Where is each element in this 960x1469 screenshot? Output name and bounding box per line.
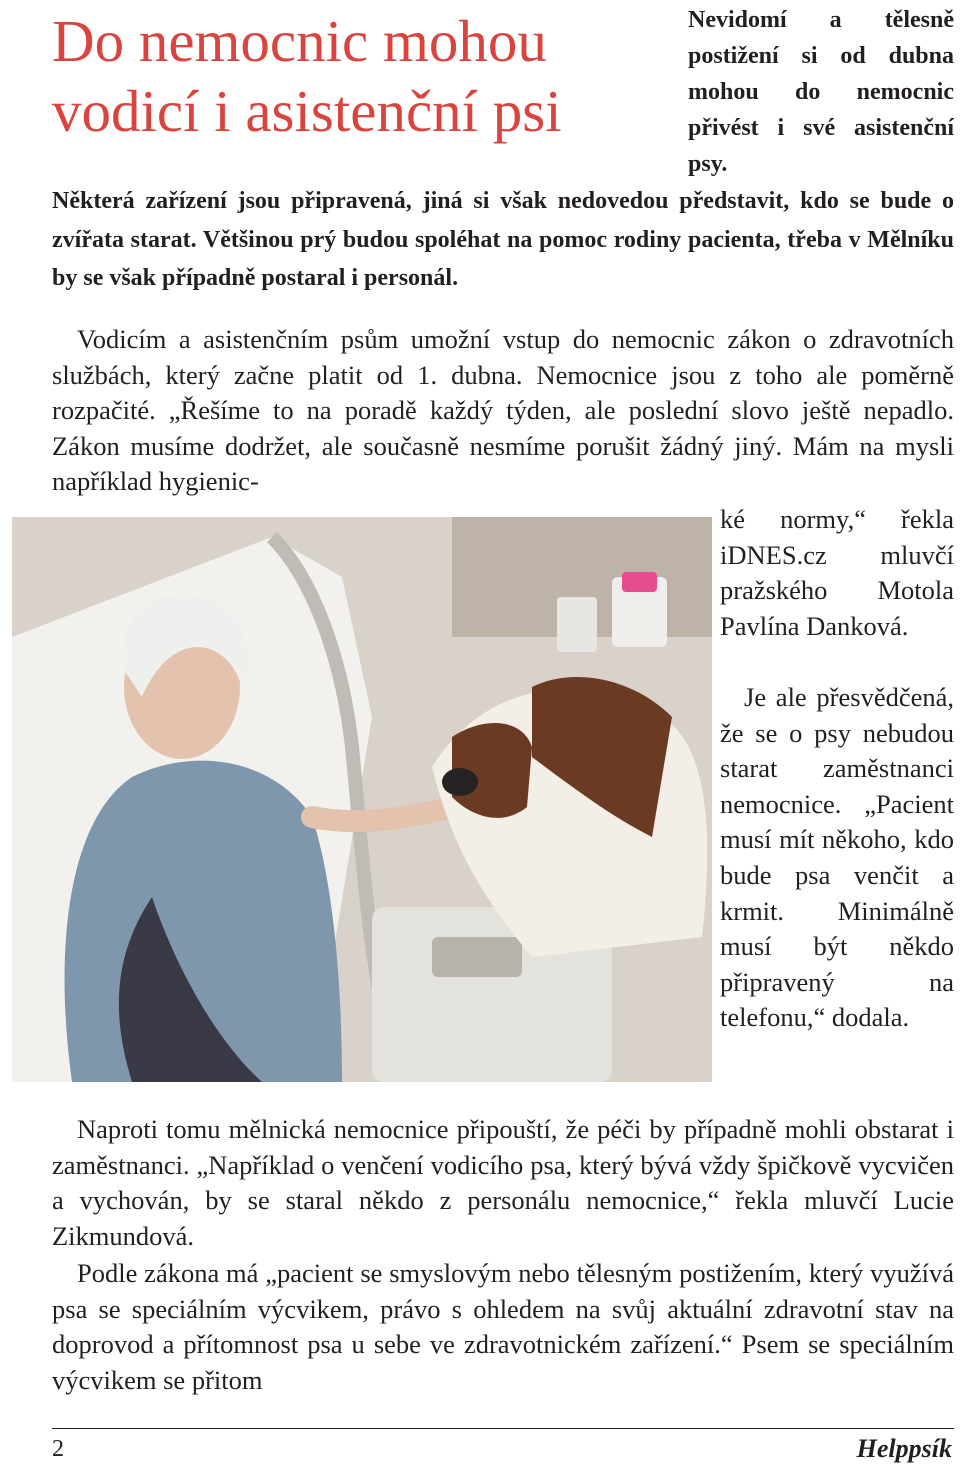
article-lead-continued: Některá zařízení jsou připravená, jiná si však nedovedou představit, kdo se bude o zvířata starat. Většinou prý budou spoléhat na pomoc rodiny pacienta, třeba v Mělníku by se však případně postaral i personál. bbox=[52, 188, 954, 291]
article-lead: Nevidomí a tělesně postižení si od dubna mohou do nemocnic přivést i své asistenční psy. bbox=[688, 7, 954, 177]
body-paragraph-4: Podle zákona má „pacient se smyslovým nebo tělesným postižením, který využívá psa se speciálním výcvikem, právo s ohledem na svůj aktuální zdravotní stav na doprovod a přítomnost psa u sebe ve zdravotnickém zařízení.“ Psem se speciálním výcvikem se přitom bbox=[52, 1258, 954, 1395]
body-paragraph-3: Naproti tomu mělnická nemocnice připouští, že péči by případně mohli obstarat i zaměstnanci. „Například o venčení vodicího psa, který bývá vždy špičkově vycvičen a vychován, by se staral někdo z personálu nemocnice,“ řekla mluvčí Lucie Zikmundová. bbox=[52, 1114, 954, 1251]
body-paragraph-1: Vodicím a asistenčním psům umožní vstup do nemocnic zákon o zdravotních službách, který začne platit od 1. dubna. Nemocnice jsou z toho ale poměrně rozpačité. „Řešíme to na poradě každý týden, ale poslední slovo ještě nepadlo. Zákon musíme dodržet, ale současně nesmíme porušit žádný jiný. Mám na mysli například hygienic- bbox=[52, 324, 954, 497]
page-number: 2 bbox=[52, 1436, 64, 1462]
magazine-name: Helppsík bbox=[856, 1434, 952, 1463]
body-paragraph-1-continued: ké normy,“ řekla iDNES.cz mluvčí pražského Motola Pavlína Danková. bbox=[720, 504, 954, 641]
body-paragraph-2: Je ale přesvědčená, že se o psy nebudou starat zaměstnanci nemocnice. „Pacient musí mít někoho, kdo bude psa venčit a krmit. Minimálně musí být někdo připravený na telefonu,“ dodala. bbox=[720, 682, 954, 1033]
footer-divider bbox=[52, 1428, 954, 1429]
article-headline: Do nemocnic mohou vodicí i asistenční psi bbox=[52, 8, 562, 144]
photo-illustration-hospital-dog bbox=[12, 517, 712, 1082]
article-photo bbox=[12, 517, 712, 1082]
